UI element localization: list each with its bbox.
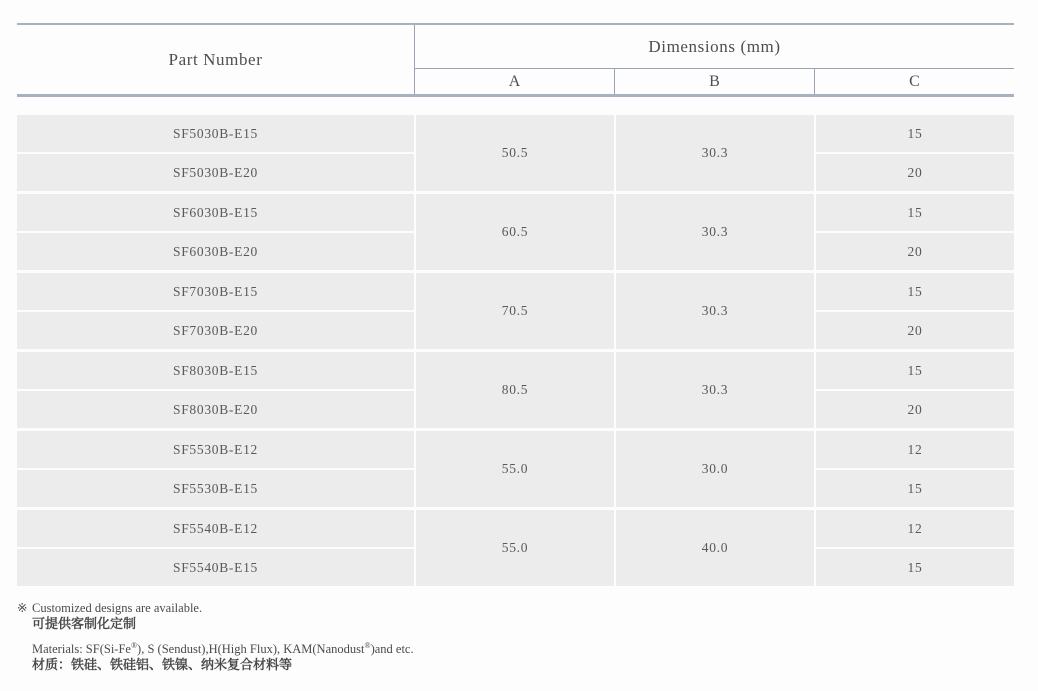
table-row-group-sf7030b (17, 273, 1014, 349)
table-body (17, 115, 1014, 586)
part-number-cell: SF6030B-E20 (17, 233, 414, 270)
dim-b-cell: 30.0 (616, 431, 814, 507)
dim-c-cell: 12 (816, 510, 1014, 547)
note-customized-zh: 可提供客制化定制 (32, 616, 137, 631)
dim-a-cell: 55.0 (416, 431, 614, 507)
table-row-group-sf6030b (17, 194, 1014, 270)
reference-mark-icon: ※ (17, 601, 28, 615)
dim-a-cell: 55.0 (416, 510, 614, 586)
note-materials-en-seg1: Materials: SF(Si-Fe (32, 642, 131, 656)
dim-c-cell: 20 (816, 391, 1014, 428)
dim-c-cell: 15 (816, 549, 1014, 586)
part-number-cell: SF7030B-E20 (17, 312, 414, 349)
note-customized-en-line (17, 600, 414, 616)
column-subheaders (415, 68, 1014, 94)
dim-a-cell: 80.5 (416, 352, 614, 428)
part-number-cell: SF5030B-E20 (17, 154, 414, 191)
table-row-group-sf5530b (17, 431, 1014, 507)
dimensions-spec-table (17, 23, 1014, 586)
part-number-cell: SF5030B-E15 (17, 115, 414, 152)
dim-c-cell: 12 (816, 431, 1014, 468)
column-header-a: A (415, 69, 615, 94)
part-number-cell: SF8030B-E15 (17, 352, 414, 389)
dim-a-cell: 50.5 (416, 115, 614, 191)
part-number-cell: SF5540B-E15 (17, 549, 414, 586)
column-header-b: B (615, 69, 815, 94)
note-materials-zh: 材质：铁硅、铁硅铝、铁镍、纳米复合材料等 (32, 657, 293, 672)
column-header-dimensions-group (415, 25, 1014, 94)
dim-b-cell: 30.3 (616, 115, 814, 191)
dim-b-cell: 30.3 (616, 352, 814, 428)
note-materials-en (17, 641, 414, 657)
column-header-c: C (909, 72, 920, 90)
dim-c-cell: 15 (816, 352, 1014, 389)
dim-c-cell: 20 (816, 154, 1014, 191)
note-materials-en-seg3: )and etc. (370, 642, 414, 656)
part-number-cell: SF5530B-E15 (17, 470, 414, 507)
dim-b-cell: 30.3 (616, 194, 814, 270)
table-row-group-sf8030b (17, 352, 1014, 428)
table-row-group-sf5030b (17, 115, 1014, 191)
dim-c-cell: 15 (816, 470, 1014, 507)
dim-a-cell: 60.5 (416, 194, 614, 270)
dim-b-cell: 40.0 (616, 510, 814, 586)
dim-c-cell: 15 (816, 273, 1014, 310)
part-number-cell: SF8030B-E20 (17, 391, 414, 428)
registered-mark: ® (364, 640, 371, 650)
column-header-part-number: Part Number (17, 25, 415, 94)
part-number-cell: SF6030B-E15 (17, 194, 414, 231)
dim-c-cell: 15 (816, 194, 1014, 231)
dim-c-cell: 20 (816, 312, 1014, 349)
column-header-dimensions: Dimensions (mm) (648, 36, 781, 56)
note-customized-en: Customized designs are available. (32, 601, 203, 615)
note-materials-en-seg2: ), S (Sendust),H(High Flux), KAM(Nanodust (137, 642, 365, 656)
footnotes (17, 600, 414, 673)
dim-c-cell: 20 (816, 233, 1014, 270)
dim-b-cell: 30.3 (616, 273, 814, 349)
dim-c-cell: 15 (816, 115, 1014, 152)
table-header (17, 23, 1014, 97)
dim-a-cell: 70.5 (416, 273, 614, 349)
part-number-cell: SF7030B-E15 (17, 273, 414, 310)
table-row-group-sf5540b (17, 510, 1014, 586)
part-number-cell: SF5540B-E12 (17, 510, 414, 547)
registered-mark: ® (130, 640, 138, 650)
part-number-cell: SF5530B-E12 (17, 431, 414, 468)
